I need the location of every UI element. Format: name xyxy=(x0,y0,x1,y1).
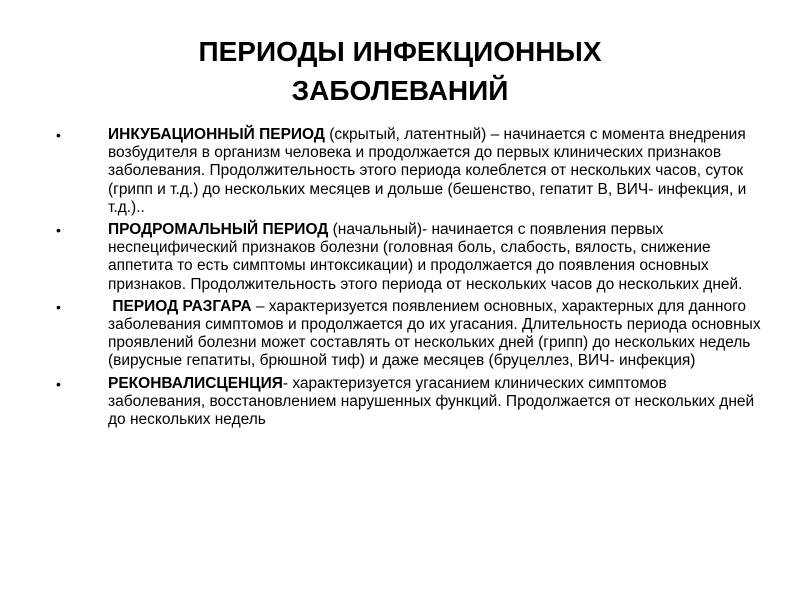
slide-title xyxy=(60,32,740,110)
bullet-dot-icon: • xyxy=(56,375,61,392)
bullet-list xyxy=(50,126,762,433)
bullet-term: ИНКУБАЦИОННЫЙ ПЕРИОД xyxy=(108,126,325,143)
bullet-text: – характеризуется появлением основных, характерных для данного заболевания симптомов и продолжается до их угасания. Длительность периода основных проявлений болезни может составлять от нескольких дней (грипп) до нескольких недель (вирусные гепатиты, брюшной тиф) и даже месяцев (бруцеллез, ВИЧ- инфекция) xyxy=(108,297,761,370)
bullet-text: (скрытый, латентный) – начинается с момента внедрения возбудителя в организм человека и продолжается до первых клинических признаков заболевания. Продолжительность этого периода колеблется от нескольких часов, суток (грипп и т.д.) до нескольких месяцев и дольше (бешенство, гепатит В, ВИЧ- инфекция, и т.д.).. xyxy=(108,126,747,216)
bullet-text: - характеризуется угасанием клинических симптомов заболевания, восстановлением нарушенных функций. Продолжается от нескольких дней до нескольких недель xyxy=(108,374,755,429)
slide-title-line-2: ЗАБОЛЕВАНИЙ xyxy=(291,75,509,106)
bullet-term: РЕКОНВАЛИСЦЕНЦИЯ xyxy=(108,374,283,392)
bullet-prodromal-period xyxy=(50,221,762,294)
bullet-term: ПРОДРОМАЛЬНЫЙ ПЕРИОД xyxy=(108,221,329,239)
bullet-peak-period xyxy=(50,298,762,371)
bullet-dot-icon: • xyxy=(56,298,61,315)
bullet-text: (начальный)- начинается с появления первых неспецифический признаков болезни (головная боль, слабость, вялость, снижение аппетита то есть симптомы интоксикации) и продолжается до появления основных признаков. Продолжительность этого периода от нескольких часов до нескольких дней. xyxy=(108,221,743,293)
bullet-dot-icon: • xyxy=(56,127,61,143)
bullet-convalescence xyxy=(50,375,762,430)
bullet-term: ПЕРИОД РАЗГАРА xyxy=(112,297,252,315)
slide-title-line-1: ПЕРИОДЫ ИНФЕКЦИОННЫХ xyxy=(198,36,602,67)
bullet-dot-icon: • xyxy=(56,222,61,239)
bullet-incubation-period xyxy=(50,126,762,217)
